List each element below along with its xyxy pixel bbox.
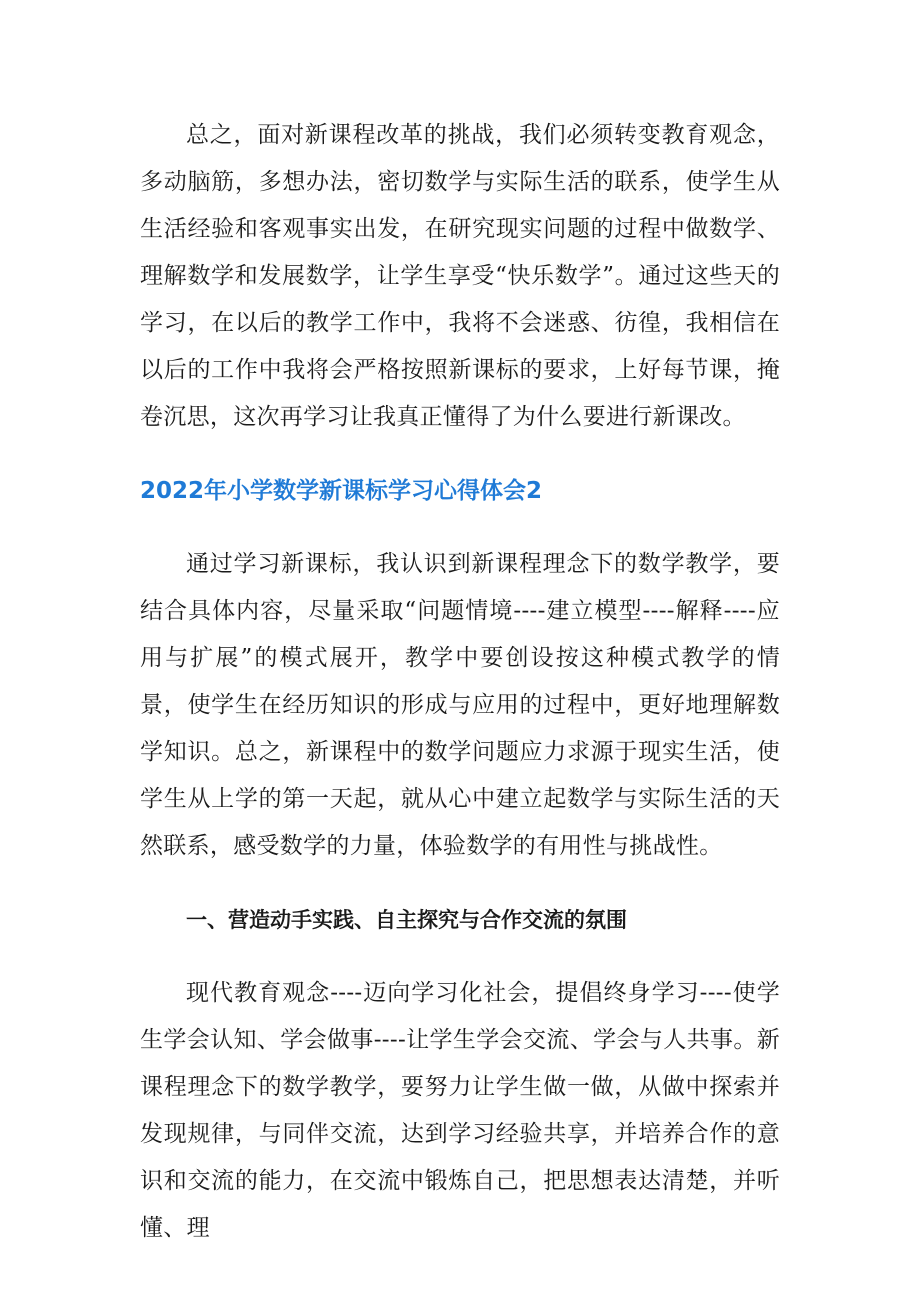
paragraph-modern-education: 现代教育观念----迈向学习化社会，提倡终身学习----使学生学会认知、学会做事----让学生学会交流、学会与人共事。新课程理念下的数学教学，要努力让学生做一做，从做中探索并发现规律，与同伴交流，达到学习经验共享，并培养合作的意识和交流的能力，在交流中锻炼自己，把思想表达清楚，并听懂、理 [140,980,780,1241]
paragraph-new-curriculum: 通过学习新课标，我认识到新课程理念下的数学教学，要结合具体内容，尽量采取“问题情境----建立模型----解释----应用与扩展”的模式展开，教学中要创设按这种模式教学的情景，使学生在经历知识的形成与应用的过程中，更好地理解数学知识。总之，新课程中的数学问题应力求源于现实生活，使学生从上学的第一天起，就从心中建立起数学与实际生活的天然联系，感受数学的力量，体验数学的有用性与挑战性。 [140,551,780,859]
subsection-heading: 一、营造动手实践、自主探究与合作交流的氛围 [186,908,627,932]
document-body [140,112,780,1252]
paragraph-conclusion: 总之，面对新课程改革的挑战，我们必须转变教育观念，多动脑筋，多想办法，密切数学与实际生活的联系，使学生从生活经验和客观事实出发，在研究现实问题的过程中做数学、理解数学和发展数学，让学生享受“快乐数学”。通过这些天的学习，在以后的教学工作中，我将不会迷惑、彷徨，我相信在以后的工作中我将会严格按照新课标的要求，上好每节课，掩卷沉思，这次再学习让我真正懂得了为什么要进行新课改。 [140,122,780,430]
section-heading: 2022年小学数学新课标学习心得体会2 [140,478,543,504]
